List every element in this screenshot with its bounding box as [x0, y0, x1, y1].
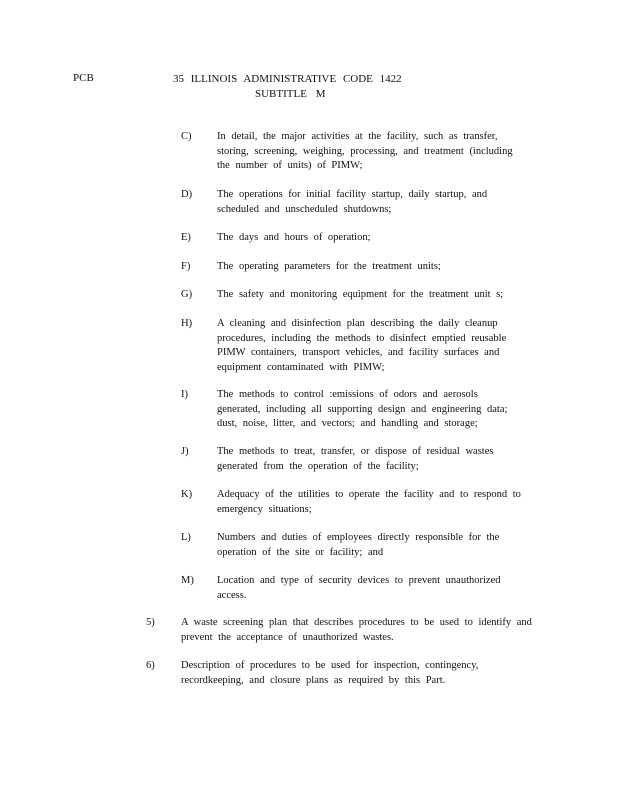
subitem-label: I)	[181, 389, 188, 400]
subitem-text: The methods to control :emissions of odors and aerosols generated, including all supporting design and engineering data; dust, noise, litter, and vectors; and handling and storage;	[217, 389, 508, 429]
subitem-text: The methods to treat, transfer, or dispose of residual wastes generated from the operation of the facility;	[217, 446, 494, 472]
subitem-label: J)	[181, 446, 189, 457]
subitem-text: Numbers and duties of employees directly responsible for the operation of the site or facility; and	[217, 532, 500, 558]
subitem-text: A cleaning and disinfection plan describing the daily cleanup procedures, including the methods to disinfect emptied reusable PIMW containers, transport vehicles, and facility surfaces and equipment contaminated with PIMW;	[217, 318, 507, 373]
subitem-label: L)	[181, 532, 191, 543]
subitem-text: In detail, the major activities at the facility, such as transfer, storing, screening, weighing, processing, and treatment (including the number of units) of PIMW;	[217, 131, 513, 171]
subitem-label: D)	[181, 189, 193, 200]
item-label: 5)	[146, 617, 155, 628]
item-text: A waste screening plan that describes procedures to be used to identify and prevent the acceptance of unauthorized wastes.	[181, 617, 532, 643]
subitem-text: The operating parameters for the treatment units;	[217, 261, 441, 272]
subitem-label: E)	[181, 232, 191, 243]
subitem-text: Adequacy of the utilities to operate the facility and to respond to emergency situations;	[217, 489, 521, 515]
subitem-label: M)	[181, 575, 194, 586]
header-code-line: 35 ILLINOIS ADMINISTRATIVE CODE 1422	[173, 73, 402, 85]
subitem-label: H)	[181, 318, 193, 329]
header-agency: PCB	[73, 72, 94, 84]
item-text: Description of procedures to be used for inspection, contingency, recordkeeping, and closure plans as required by this Part.	[181, 660, 479, 686]
subitem-text: Location and type of security devices to prevent unauthorized access.	[217, 575, 501, 601]
subitem-text: The safety and monitoring equipment for the treatment unit s;	[217, 289, 504, 300]
subitem-label: C)	[181, 131, 192, 142]
subitem-label: G)	[181, 289, 193, 300]
item-label: 6)	[146, 660, 155, 671]
subitem-label: F)	[181, 261, 191, 272]
subitem-text: The days and hours of operation;	[217, 232, 371, 243]
header-title	[173, 72, 402, 102]
subitem-text: The operations for initial facility startup, daily startup, and scheduled and unscheduled shutdowns;	[217, 189, 488, 215]
subitem-label: K)	[181, 489, 193, 500]
header-subtitle-line: SUBTITLE M	[255, 88, 326, 100]
